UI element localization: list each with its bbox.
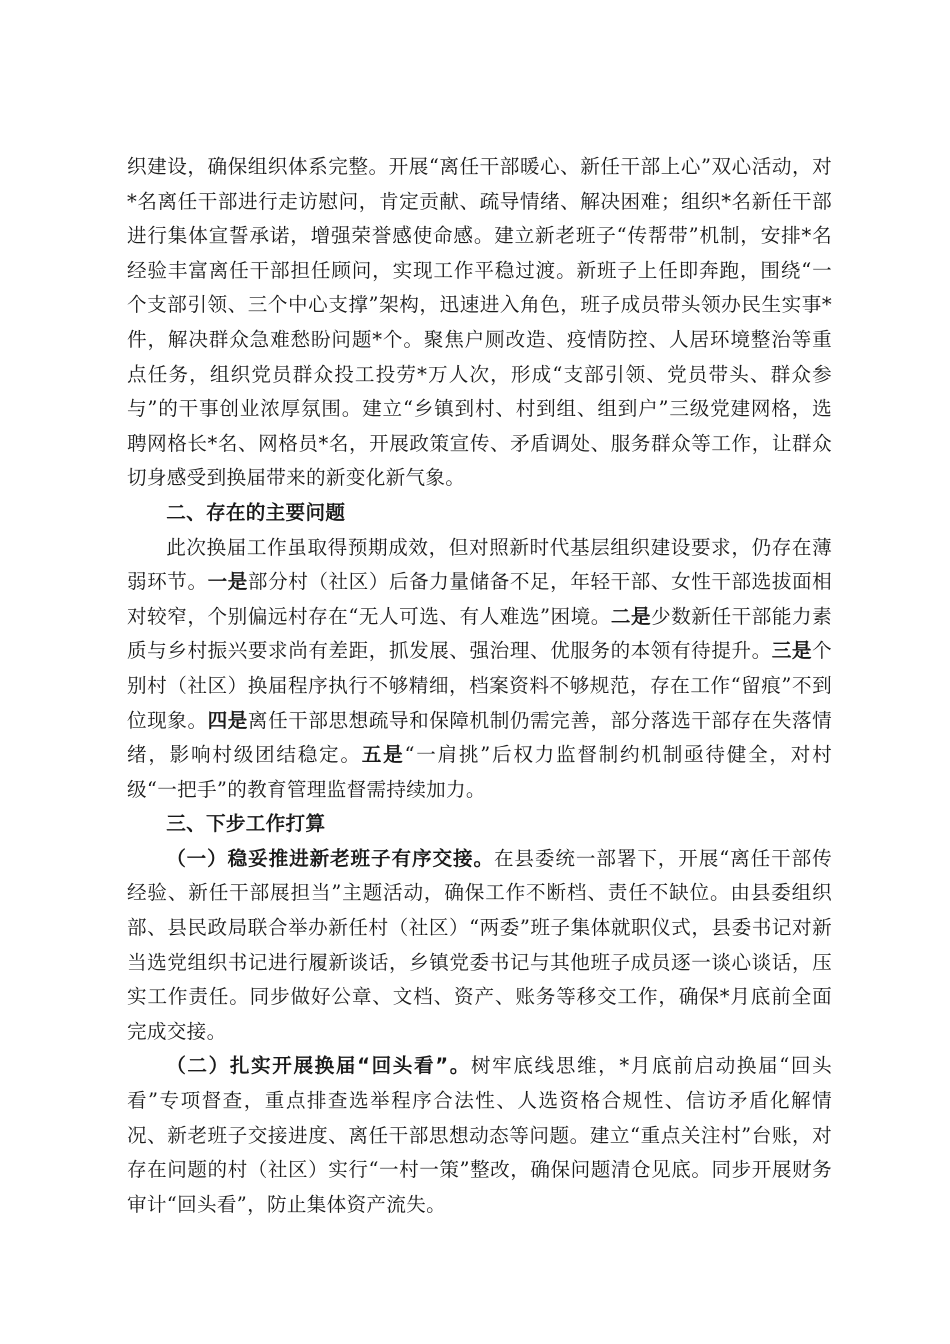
paragraph-handover	[127, 842, 832, 1050]
document-body	[127, 150, 832, 1222]
paragraph-org-building: 织建设，确保组织体系完整。开展“离任干部暖心、新任干部上心”双心活动，对*名离任干部进行走访慰问，肯定贡献、疏导情绪、解决困难；组织*名新任干部进行集体宣誓承诺，增强荣誉感使命感。建立新老班子“传帮带”机制，安排*名经验丰富离任干部担任顾问，实现工作平稳过渡。新班子上任即奔跑，围绕“一个支部引领、三个中心支撑”架构，迅速进入角色，班子成员带头领办民生实事*件，解决群众急难愁盼问题*个。聚焦户厕改造、疫情防控、人居环境整治等重点任务，组织党员群众投工投劳*万人次，形成“支部引领、党员带头、群众参与”的干事创业浓厚氛围。建立“乡镇到村、村到组、组到户”三级党建网格，选聘网格长*名、网格员*名，开展政策宣传、矛盾调处、服务群众等工作，让群众切身感受到换届带来的新变化新气象。	[127, 155, 832, 490]
handover-label: （一）稳妥推进新老班子有序交接。	[166, 846, 494, 870]
review-label: （二）扎实开展换届“回头看”。	[166, 1054, 471, 1078]
problem-1-label: 一是	[207, 570, 248, 594]
section-heading-next-steps: 三、下步工作打算	[166, 812, 326, 836]
problem-3-label: 三是	[771, 639, 813, 663]
problem-4-label: 四是	[207, 708, 248, 732]
section-heading-problems: 二、存在的主要问题	[166, 500, 346, 524]
problem-1-text: 部分村（社区）后备力量储备不足，年轻干部、女性干部选拔面相对较窄，个别偏远村存在“无人可选、有人难选”困境。	[127, 570, 833, 628]
problem-2-text: 少数新任干部能力素质与乡村振兴要求尚有差距，抓发展、强治理、优服务的本领有待提升。	[127, 604, 832, 663]
problem-3-text: 个别村（社区）换届程序执行不够精细，档案资料不够规范，存在工作“留痕”不到位现象。	[127, 639, 832, 732]
paragraph-problems	[127, 531, 832, 808]
problem-5-text: “一肩挑”后权力监督制约机制亟待健全，对村级“一把手”的教育管理监督需持续加力。	[127, 743, 832, 801]
problems-intro: 此次换届工作虽取得预期成效，但对照新时代基层组织建设要求，仍存在薄弱环节。	[127, 535, 832, 594]
problem-4-text: 离任干部思想疏导和保障机制仍需完善，部分落选干部存在失落情绪，影响村级团结稳定。	[127, 708, 833, 767]
problem-5-label: 五是	[361, 743, 405, 767]
handover-text: 在县委统一部署下，开展“离任干部传经验、新任干部展担当”主题活动，确保工作不断档、责任不缺位。由县委组织部、县民政局联合举办新任村（社区）“两委”班子集体就职仪式，县委书记对新当选党组织书记进行履新谈话，乡镇党委书记与其他班子成员逐一谈心谈话，压实工作责任。同步做好公章、文档、资产、账务等移交工作，确保*月底前全面完成交接。	[127, 846, 832, 1043]
review-text: 树牢底线思维，*月底前启动换届“回头看”专项督查，重点排查选举程序合法性、人选资格合规性、信访矛盾化解情况、新老班子交接进度、离任干部思想动态等问题。建立“重点关注村”台账，对存在问题的村（社区）实行“一村一策”整改，确保问题清仓见底。同步开展财务审计“回头看”，防止集体资产流失。	[127, 1054, 832, 1216]
problem-2-label: 二是	[610, 604, 652, 628]
paragraph-review	[127, 1049, 832, 1222]
